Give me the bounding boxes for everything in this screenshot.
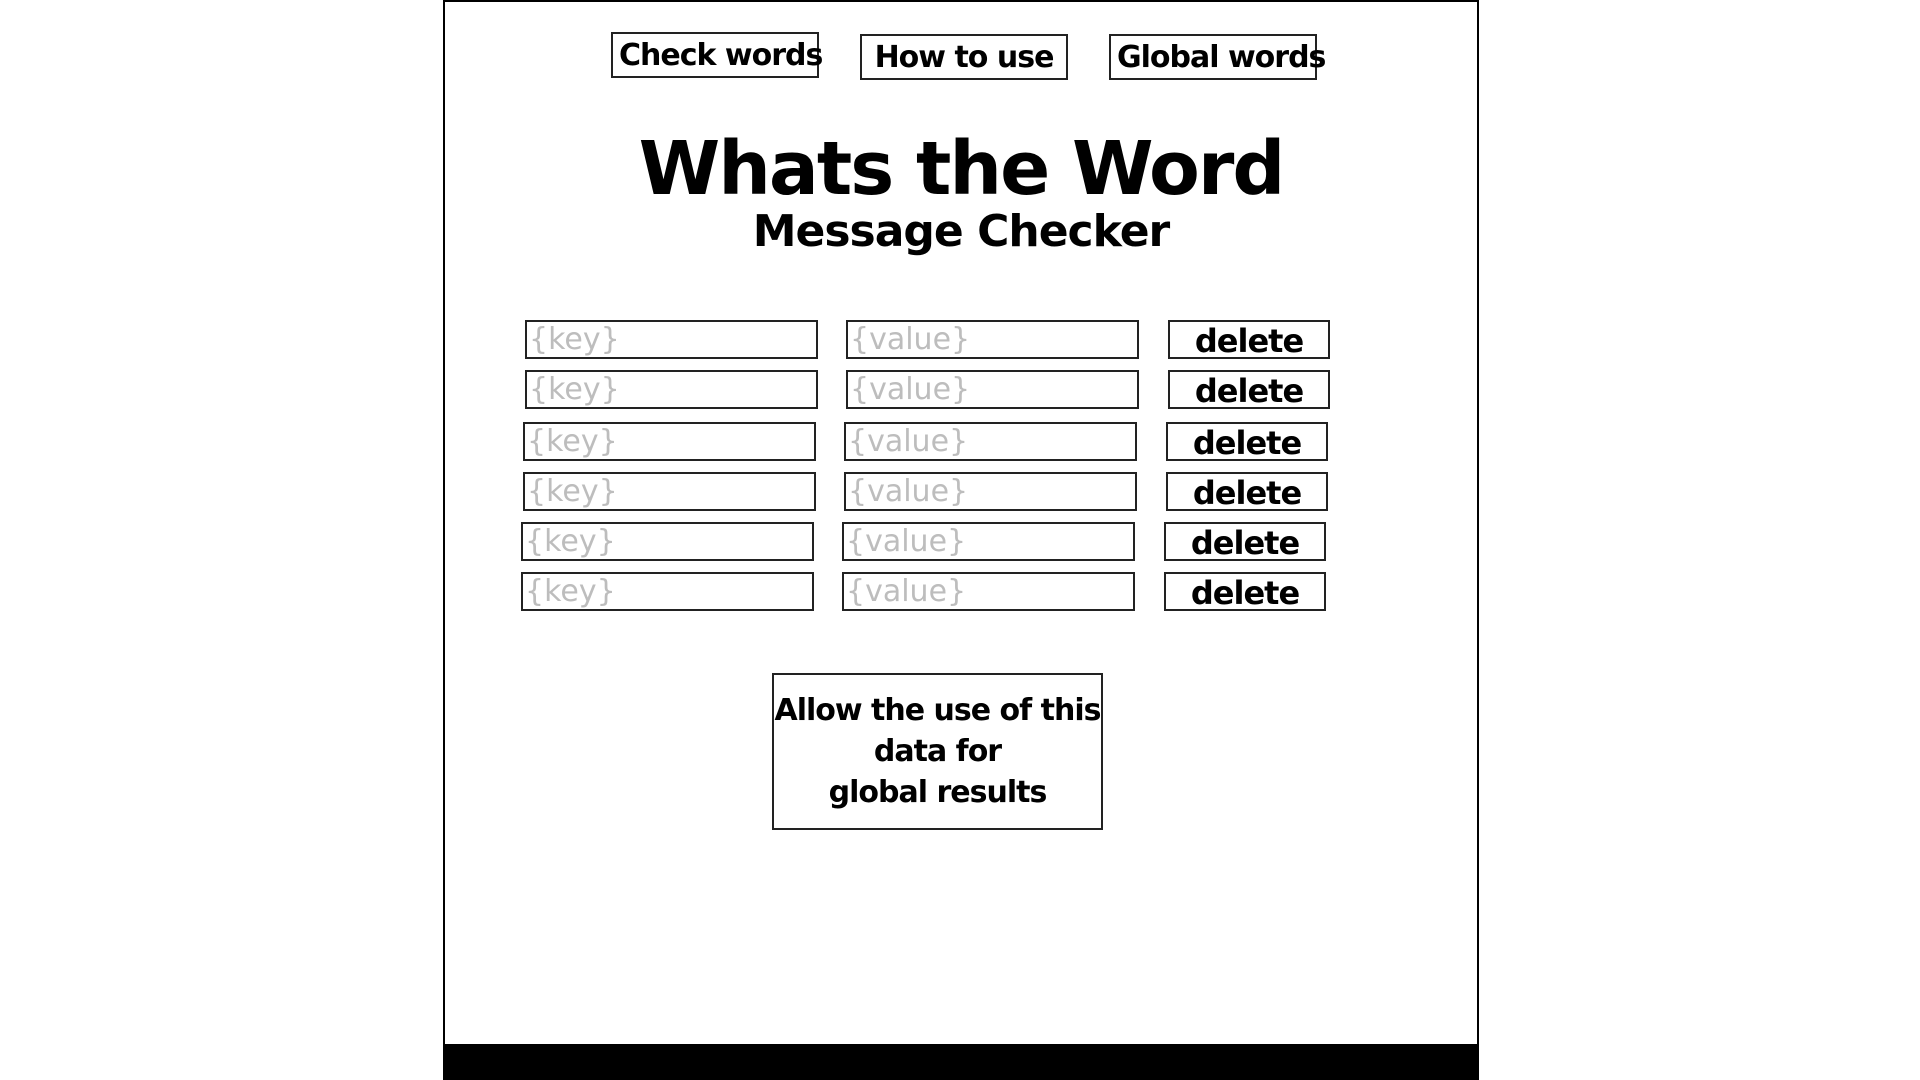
page-title: Whats the Word [638,126,1284,212]
check-words-button[interactable]: Check words [611,32,819,78]
value-input[interactable] [842,572,1135,611]
consent-line: global results [828,775,1047,810]
key-input[interactable] [521,572,814,611]
global-words-button[interactable]: Global words [1109,34,1317,80]
word-row [523,422,1329,462]
delete-button[interactable]: delete [1166,472,1328,511]
word-row [521,572,1327,612]
word-row [525,370,1331,410]
key-input[interactable] [523,422,816,461]
value-input[interactable] [846,320,1139,359]
value-input[interactable] [844,472,1137,511]
key-input[interactable] [521,522,814,561]
delete-button[interactable]: delete [1166,422,1328,461]
word-row [525,320,1331,360]
page-subtitle: Message Checker [752,206,1170,257]
word-row [521,522,1327,562]
how-to-use-button[interactable]: How to use [860,34,1068,80]
key-input[interactable] [523,472,816,511]
key-input[interactable] [525,320,818,359]
value-input[interactable] [842,522,1135,561]
bottom-bar [443,1044,1479,1080]
consent-line: data for [873,734,1002,769]
value-input[interactable] [846,370,1139,409]
word-row [523,472,1329,512]
delete-button[interactable]: delete [1164,572,1326,611]
delete-button[interactable]: delete [1164,522,1326,561]
delete-button[interactable]: delete [1168,320,1330,359]
allow-global-results-button[interactable] [772,673,1103,830]
key-input[interactable] [525,370,818,409]
value-input[interactable] [844,422,1137,461]
delete-button[interactable]: delete [1168,370,1330,409]
consent-line: Allow the use of this [774,693,1101,728]
